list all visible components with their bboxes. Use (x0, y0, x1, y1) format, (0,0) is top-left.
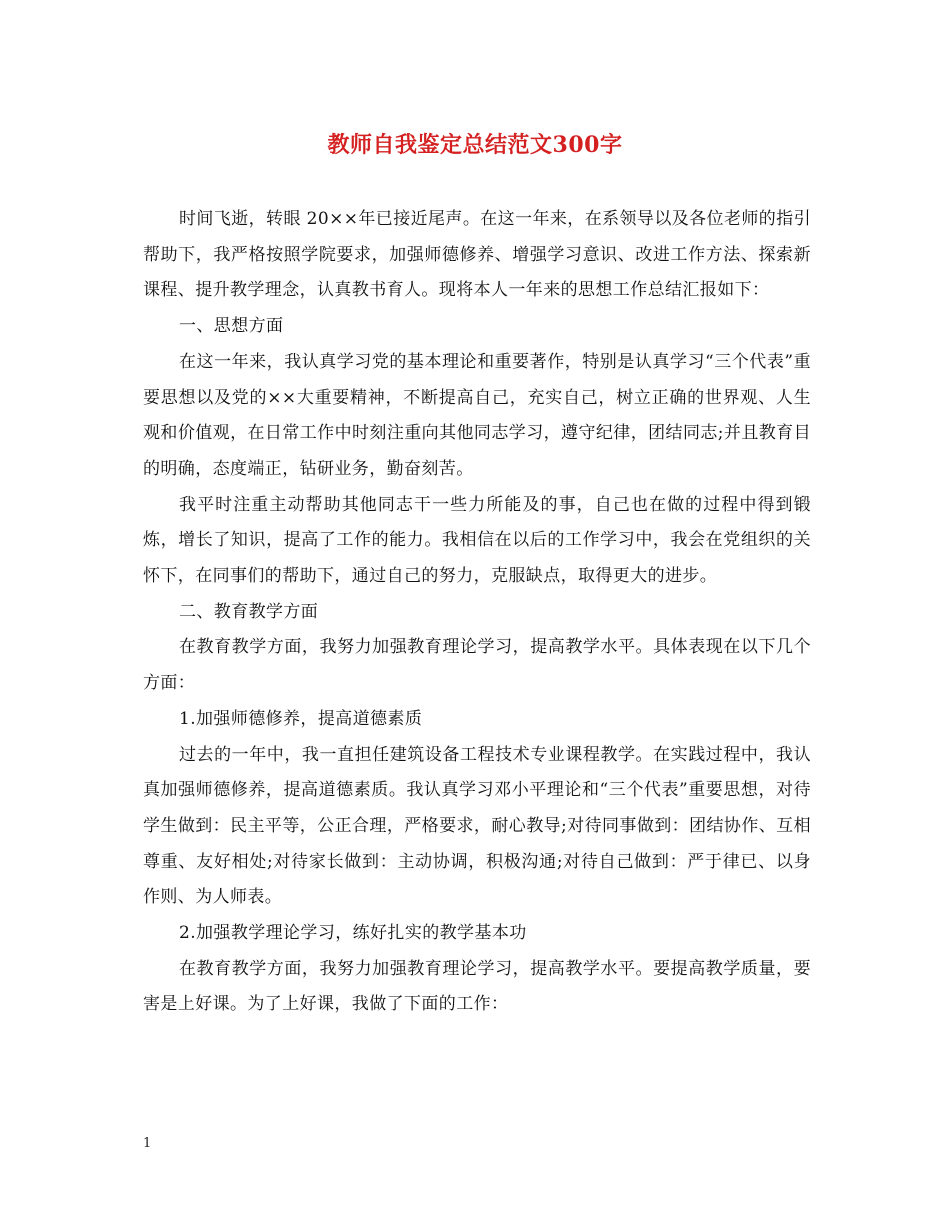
section-heading-teaching: 二、教育教学方面 (179, 601, 319, 622)
paragraph-intro: 时间飞逝，转眼 20××年已接近尾声。在这一年来，在系领导以及各位老师的指引帮助下，我严格按照学院要求，加强师德修养、增强学习意识、改进工作方法、探索新课程、提升教学理念，认真教书育人。现将本人一年来的思想工作总结汇报如下： (143, 209, 811, 301)
paragraph-theory: 在教育教学方面，我努力加强教育理论学习，提高教学水平。要提高教学质量，要害是上好课。为了上好课，我做了下面的工作： (143, 958, 811, 1015)
paragraph-thought-2: 我平时注重主动帮助其他同志干一些力所能及的事，自己也在做的过程中得到锻炼，增长了知识，提高了工作的能力。我相信在以后的工作学习中，我会在党组织的关怀下，在同事们的帮助下，通过自己的努力，克服缺点，取得更大的进步。 (143, 494, 811, 587)
section-heading-thought: 一、思想方面 (179, 316, 284, 337)
page-number: 1 (143, 1136, 152, 1151)
paragraph-thought-1: 在这一年来，我认真学习党的基本理论和重要著作，特别是认真学习“三个代表”重要思想以及党的××大重要精神，不断提高自己，充实自己，树立正确的世界观、人生观和价值观，在日常工作中时刻注重向其他同志学习，遵守纪律，团结同志;并且教育目的明确，态度端正，钻研业务，勤奋刻苦。 (143, 351, 811, 479)
document-body (143, 202, 811, 1023)
paragraph-teaching-intro: 在教育教学方面，我努力加强教育理论学习，提高教学水平。具体表现在以下几个方面： (143, 637, 811, 694)
subheading-ethics: 1.加强师德修养，提高道德素质 (179, 708, 423, 729)
document-title: 教师自我鉴定总结范文300字 (327, 132, 623, 158)
paragraph-ethics: 过去的一年中，我一直担任建筑设备工程技术专业课程教学。在实践过程中，我认真加强师德修养，提高道德素质。我认真学习邓小平理论和“三个代表”重要思想，对待学生做到：民主平等，公正合理，严格要求，耐心教导;对待同事做到：团结协作、互相尊重、友好相处;对待家长做到：主动协调，积极沟通;对待自己做到：严于律已、以身作则、为人师表。 (143, 744, 811, 908)
subheading-theory: 2.加强教学理论学习，练好扎实的教学基本功 (179, 923, 527, 944)
